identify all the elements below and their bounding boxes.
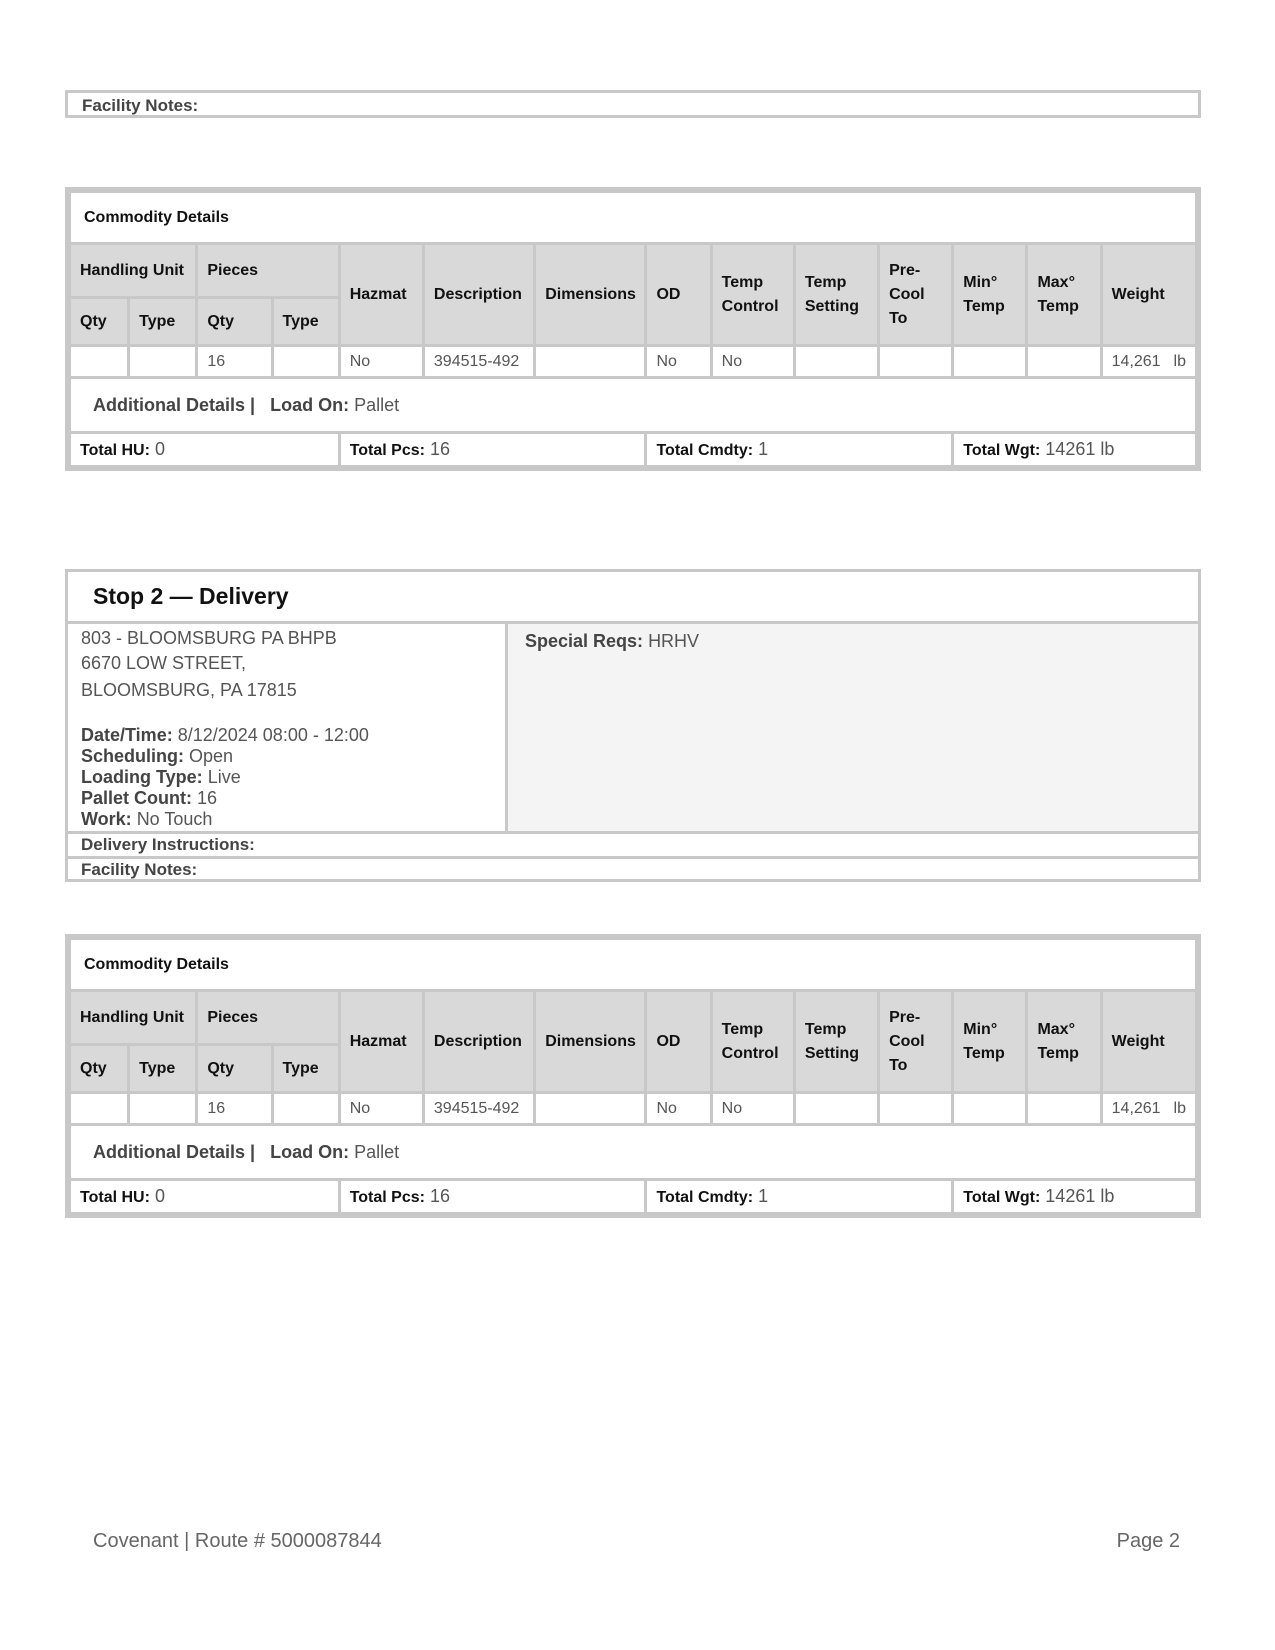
special-reqs-panel [508, 624, 1198, 831]
loading-type-label: Loading Type: [81, 767, 203, 787]
address-line-3: BLOOMSBURG, PA 17815 [81, 680, 297, 700]
total-pcs [339, 1180, 646, 1214]
od-header: OD [646, 991, 711, 1093]
total-cmdty [646, 433, 953, 467]
total-pcs-label: Total Pcs: [349, 442, 425, 459]
work-value: No Touch [136, 809, 213, 829]
total-pcs-label: Total Pcs: [349, 1189, 425, 1206]
total-wgt [953, 433, 1197, 467]
total-hu-label: Total HU: [80, 442, 150, 459]
pieces-header: Pieces [197, 991, 339, 1045]
datetime-value: 8/12/2024 08:00 - 12:00 [177, 725, 369, 745]
commodity-details-title: Commodity Details [70, 939, 1197, 991]
hu-qty-cell [70, 1093, 129, 1125]
total-hu-value: 0 [154, 439, 165, 459]
max-temp-cell [1027, 1093, 1101, 1125]
facility-notes-label: Facility Notes: [68, 856, 1198, 881]
pre-cool-to-header: Pre-Cool To [879, 244, 953, 346]
temp-setting-header: Temp Setting [794, 244, 878, 346]
dimensions-cell [535, 1093, 646, 1125]
temp-control-cell: No [711, 346, 794, 378]
pieces-header: Pieces [197, 244, 339, 298]
temp-control-header: Temp Control [711, 991, 794, 1093]
weight-cell [1101, 346, 1196, 378]
max-temp-header: Max° Temp [1027, 244, 1101, 346]
max-temp-header: Max° Temp [1027, 991, 1101, 1093]
commodity-details-table [65, 187, 1201, 471]
total-wgt [953, 1180, 1197, 1214]
weight-value: 14,261 [1111, 1099, 1161, 1117]
description-header: Description [423, 991, 534, 1093]
load-on-label: Load On: [270, 394, 350, 415]
footer-page-number: Page 2 [1116, 1530, 1180, 1552]
stop-address-panel [68, 624, 508, 831]
od-header: OD [646, 244, 711, 346]
weight-header: Weight [1101, 991, 1196, 1093]
min-temp-cell [953, 1093, 1027, 1125]
handling-unit-header: Handling Unit [70, 991, 197, 1045]
total-wgt-label: Total Wgt: [963, 1189, 1041, 1206]
total-cmdty [646, 1180, 953, 1214]
weight-value: 14,261 [1111, 352, 1161, 370]
total-wgt-value: 14261 lb [1045, 439, 1115, 459]
dimensions-header: Dimensions [535, 244, 646, 346]
work-label: Work: [81, 809, 132, 829]
min-temp-header: Min° Temp [953, 991, 1027, 1093]
total-cmdty-value: 1 [758, 1186, 769, 1206]
additional-details-label: Additional Details | [93, 1141, 256, 1162]
weight-unit: lb [1173, 1099, 1186, 1117]
scheduling-label: Scheduling: [81, 746, 184, 766]
hazmat-header: Hazmat [339, 991, 423, 1093]
additional-details [70, 1125, 1197, 1180]
min-temp-cell [953, 346, 1027, 378]
od-cell: No [646, 346, 711, 378]
min-temp-header: Min° Temp [953, 244, 1027, 346]
hu-type-header: Type [129, 298, 197, 346]
total-hu [70, 433, 340, 467]
od-cell: No [646, 1093, 711, 1125]
commodity-details-title: Commodity Details [70, 192, 1197, 244]
additional-details [70, 378, 1197, 433]
facility-notes-box [65, 90, 1201, 118]
temp-setting-cell [794, 1093, 878, 1125]
pre-cool-to-cell [879, 346, 953, 378]
pallet-count-label: Pallet Count: [81, 788, 192, 808]
hu-qty-header: Qty [70, 1045, 129, 1093]
load-on-value: Pallet [354, 394, 400, 415]
address-line-2: 6670 LOW STREET, [81, 653, 247, 673]
weight-header: Weight [1101, 244, 1196, 346]
pallet-count-value: 16 [197, 788, 218, 808]
hazmat-cell: No [339, 346, 423, 378]
pieces-qty-header: Qty [197, 298, 272, 346]
hu-qty-cell [70, 346, 129, 378]
pieces-qty-header: Qty [197, 1045, 272, 1093]
hu-type-cell [129, 1093, 197, 1125]
hu-type-header: Type [129, 1045, 197, 1093]
temp-setting-cell [794, 346, 878, 378]
temp-control-header: Temp Control [711, 244, 794, 346]
pieces-qty-cell: 16 [197, 1093, 272, 1125]
hu-qty-header: Qty [70, 298, 129, 346]
total-cmdty-label: Total Cmdty: [656, 442, 754, 459]
dimensions-header: Dimensions [535, 991, 646, 1093]
address-line-1: 803 - BLOOMSBURG PA BHPB [81, 628, 337, 648]
description-header: Description [423, 244, 534, 346]
total-wgt-label: Total Wgt: [963, 442, 1041, 459]
total-pcs [339, 433, 646, 467]
pieces-type-cell [272, 346, 339, 378]
special-reqs-label: Special Reqs: [525, 631, 644, 651]
pieces-type-cell [272, 1093, 339, 1125]
total-pcs-value: 16 [429, 439, 451, 459]
scheduling-value: Open [189, 746, 234, 766]
hazmat-header: Hazmat [339, 244, 423, 346]
additional-details-label: Additional Details | [93, 394, 256, 415]
temp-control-cell: No [711, 1093, 794, 1125]
pieces-type-header: Type [272, 298, 339, 346]
weight-cell [1101, 1093, 1196, 1125]
total-hu [70, 1180, 340, 1214]
description-cell: 394515-492 [423, 346, 534, 378]
dimensions-cell [535, 346, 646, 378]
weight-unit: lb [1173, 352, 1186, 370]
commodity-details-table [65, 934, 1201, 1218]
facility-notes-label: Facility Notes: [82, 96, 199, 115]
total-cmdty-label: Total Cmdty: [656, 1189, 754, 1206]
stop-delivery-box [65, 569, 1201, 882]
total-hu-label: Total HU: [80, 1189, 150, 1206]
special-reqs-value: HRHV [648, 631, 700, 651]
total-wgt-value: 14261 lb [1045, 1186, 1115, 1206]
hu-type-cell [129, 346, 197, 378]
stop-details [81, 725, 492, 830]
total-hu-value: 0 [154, 1186, 165, 1206]
table-row [70, 1093, 1197, 1125]
pre-cool-to-header: Pre-Cool To [879, 991, 953, 1093]
table-row [70, 346, 1197, 378]
temp-setting-header: Temp Setting [794, 991, 878, 1093]
footer-route: Covenant | Route # 5000087844 [93, 1530, 382, 1552]
stop-title: Stop 2 — Delivery [68, 572, 1198, 624]
pieces-qty-cell: 16 [197, 346, 272, 378]
load-on-label: Load On: [270, 1141, 350, 1162]
pieces-type-header: Type [272, 1045, 339, 1093]
max-temp-cell [1027, 346, 1101, 378]
total-cmdty-value: 1 [758, 439, 769, 459]
description-cell: 394515-492 [423, 1093, 534, 1125]
pre-cool-to-cell [879, 1093, 953, 1125]
handling-unit-header: Handling Unit [70, 244, 197, 298]
datetime-label: Date/Time: [81, 725, 173, 745]
loading-type-value: Live [207, 767, 241, 787]
load-on-value: Pallet [354, 1141, 400, 1162]
total-pcs-value: 16 [429, 1186, 451, 1206]
hazmat-cell: No [339, 1093, 423, 1125]
delivery-instructions-label: Delivery Instructions: [68, 831, 1198, 856]
